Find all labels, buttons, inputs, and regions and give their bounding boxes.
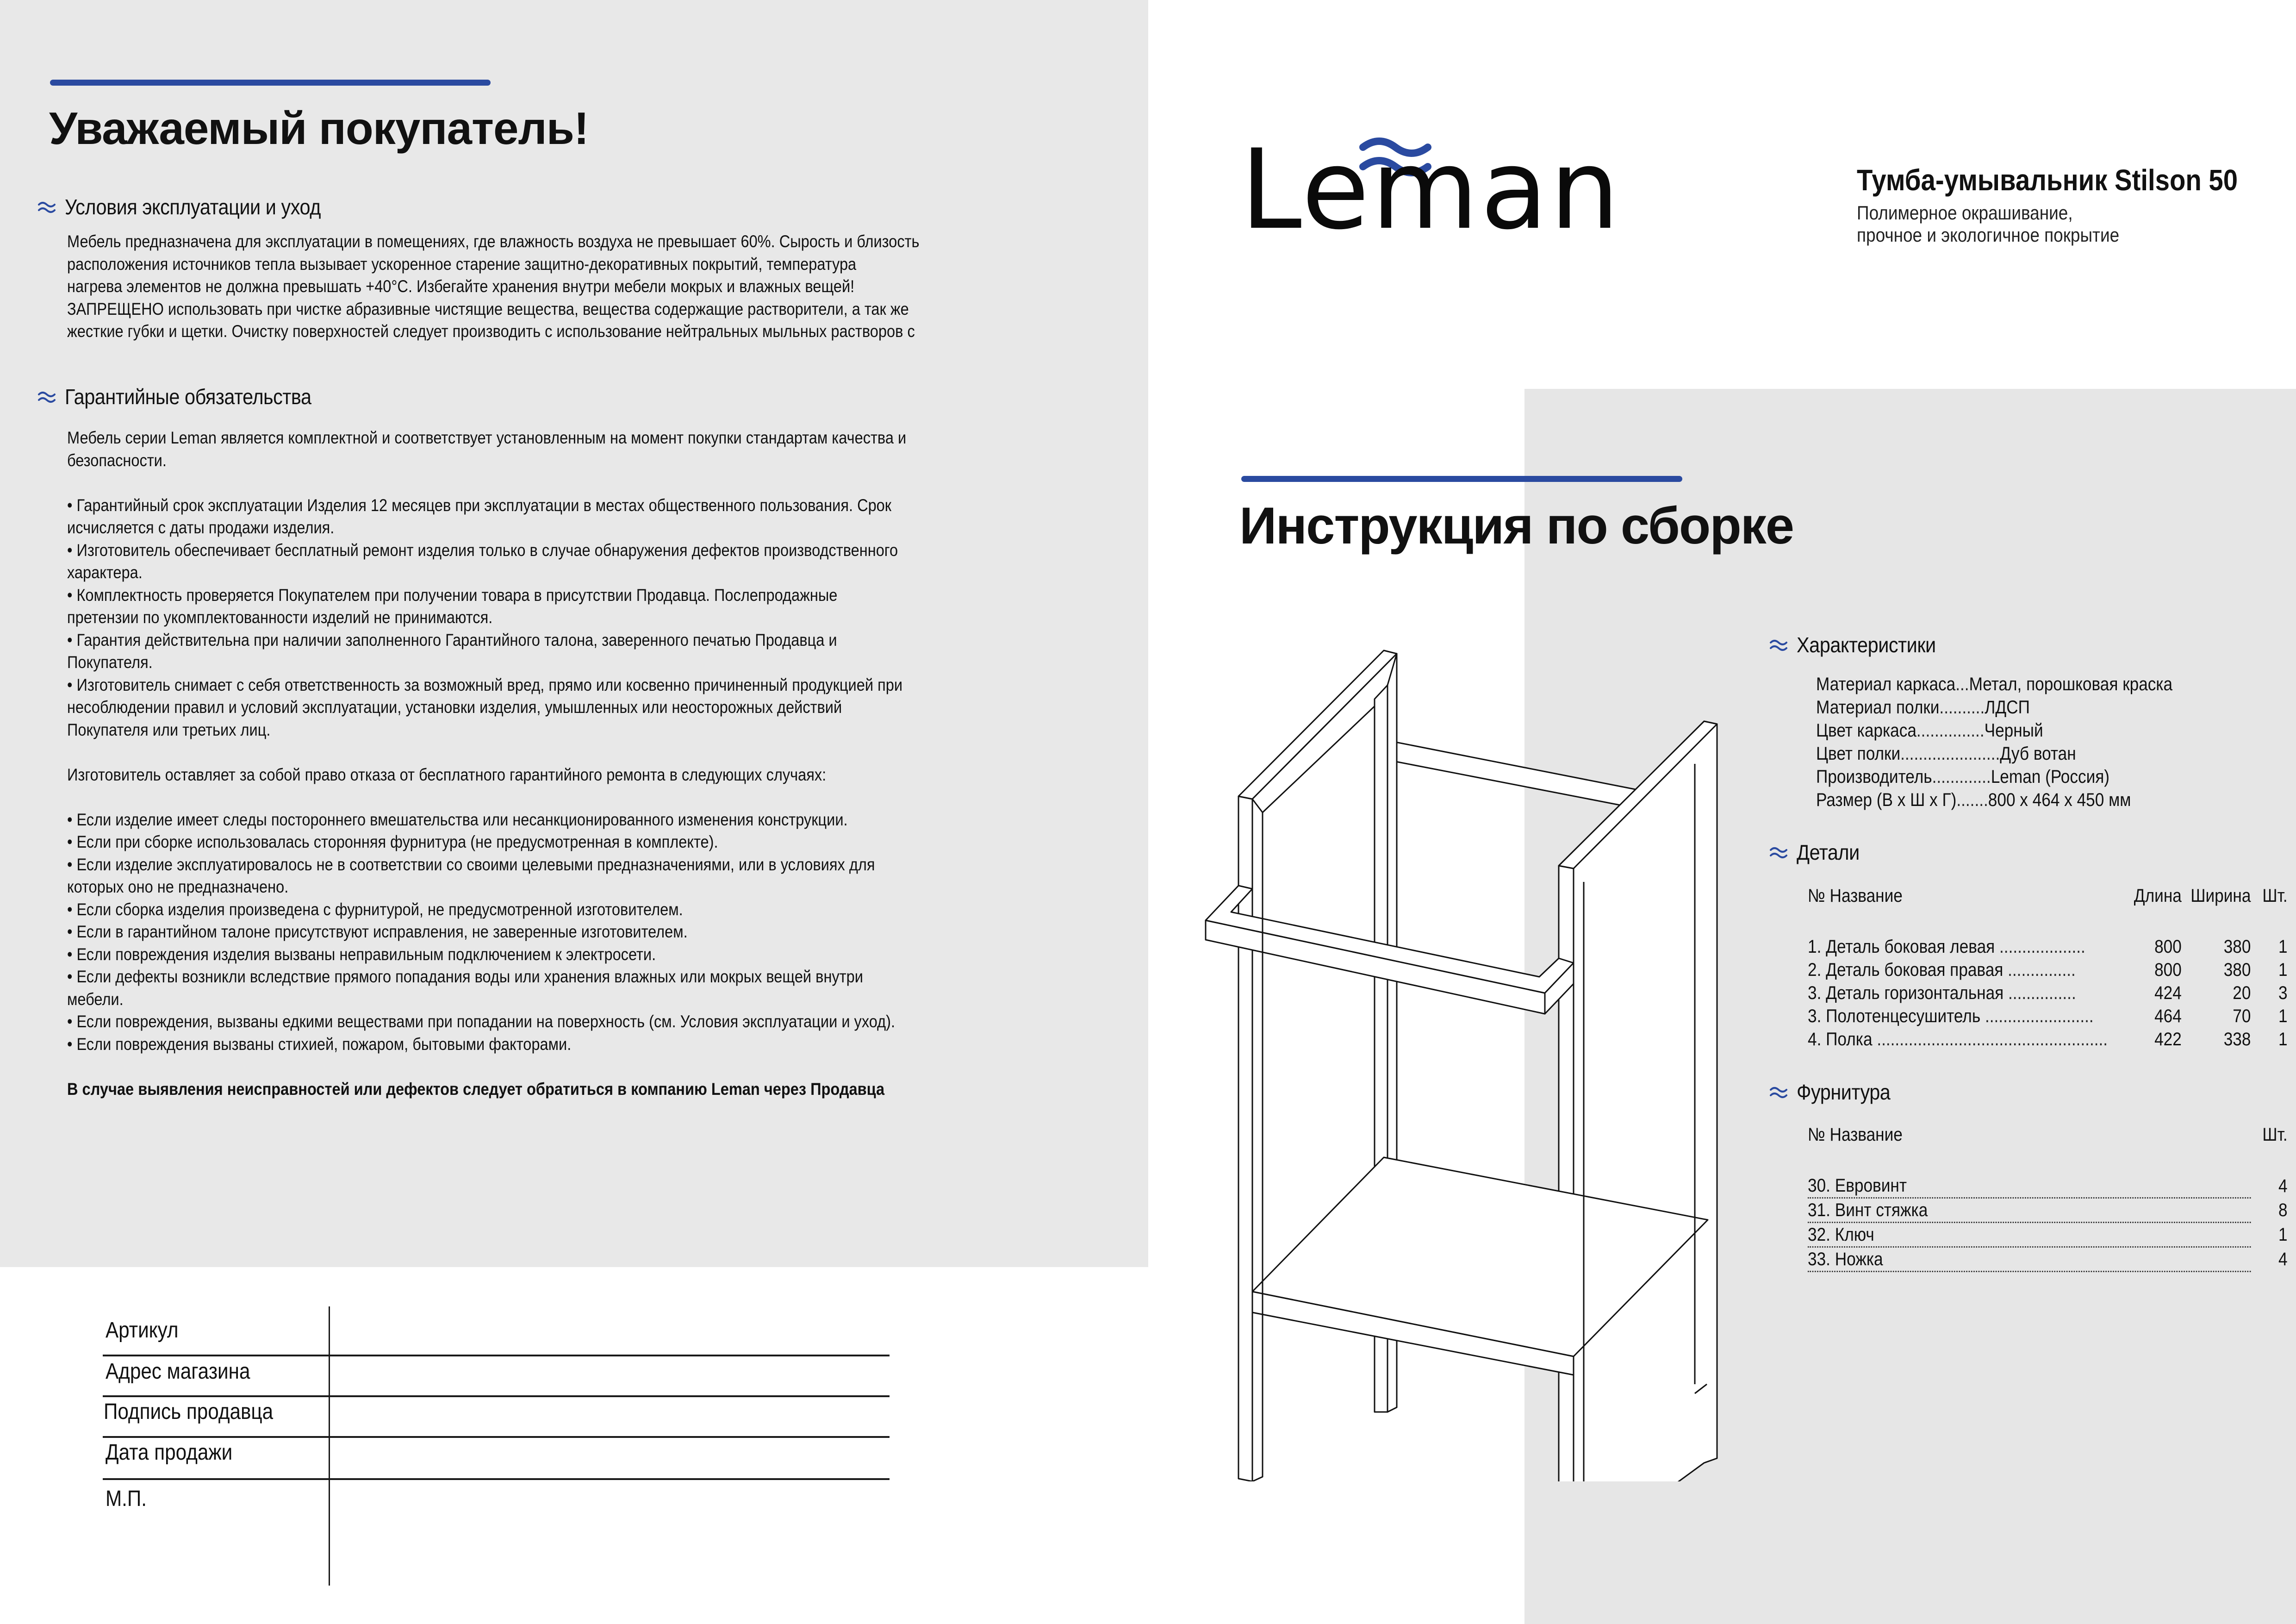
spec-row: Материал каркаса ... Метал, порошковая краска [1816,674,2173,694]
furniture-frame-drawing [1185,625,1740,1481]
text-line: жесткие губки и щетки. Очистку поверхностей следует производить с использование нейтральных мыльных растворов с [67,322,915,341]
table-header [1808,1123,2288,1146]
hardware-table [1808,1123,2288,1272]
section-heading-hardware [1769,1080,1901,1105]
column-header: Шт. [2262,1124,2288,1145]
section-heading-text: Детали [1797,840,1860,864]
column-header: Ширина [2190,886,2251,906]
stamp-field[interactable] [331,1481,889,1583]
bullet-line: • Гарантийный срок эксплуатации Изделия 12 месяцев при эксплуатации в местах общественного пользования. Срок [67,495,892,515]
bullet-line: • Изготовитель обеспечивает бесплатный ремонт изделия только в случае обнаружения дефектов производственного [67,540,898,560]
form-divider [329,1306,330,1586]
text-line: нагрева элементов не должна превышать +40°С. Избегайте хранения внутри мебели мокрых и влажных вещей! [67,277,855,296]
bullet-line: • Изготовитель снимает с себя ответственность за возможный вред, прямо или косвенно причиненный продукцией при [67,675,903,694]
refusal-line: • Если в гарантийном талоне присутствуют исправления, не заверенные изготовителем. [67,922,688,941]
refusal-line: мебели. [67,989,124,1009]
refusal-line: • Если повреждения, вызваны едкими веществами при попадании на поверхность (см. Условия эксплуатации и уход). [67,1012,896,1031]
section-heading-text: Условия эксплуатации и уход [65,195,321,219]
bullet-line: несоблюдении правил и условий эксплуатации, установки изделия, умышленных или неосторожных действий [67,698,842,717]
bullet-line: Покупателя. [67,653,153,672]
table-row: 3. Деталь горизонтальная ............... 424 20 3 [1808,983,2288,1003]
table-header [1808,884,2288,907]
table-row: 1. Деталь боковая левая ................... 800 380 1 [1808,937,2288,957]
refusal-line: • Если повреждения вызваны стихией, пожаром, бытовыми факторами. [67,1034,572,1054]
assembly-title: Инструкция по сборке [1239,497,1794,555]
refusal-line: которых оно не предназначено. [67,877,289,896]
accent-bar [1241,476,1682,482]
bullet-line: • Гарантия действительна при наличии заполненного Гарантийного талона, заверенного печатью Продавца и [67,630,837,650]
characteristics-list [1816,673,2172,812]
bullet-line: претензии по укомплектованности изделий не принимаются. [67,608,493,627]
table-row: 31. Винт стяжка 8 [1808,1198,2288,1223]
spec-row: Цвет каркаса ............... Черный [1816,720,2043,741]
section-heading-characteristics [1769,632,1951,657]
table-row: 2. Деталь боковая правая ............... 800 380 1 [1808,960,2288,980]
section-heading-text: Гарантийные обязательства [65,385,311,409]
text-line: расположения источников тепла вызывает ускоренное старение защитно-декоративных покрытий, температура [67,254,857,274]
page-title: Уважаемый покупатель! [49,103,589,154]
care-text [67,231,920,343]
subtitle-line: прочное и экологичное покрытие [1857,224,2120,246]
refusal-line: • Если повреждения изделия вызваны неправильным подключением к электросети. [67,944,656,964]
bullet-line: • Комплектность проверяется Покупателем при получении товара в присутствии Продавца. Послепродажные [67,585,838,605]
column-header: Длина [2134,886,2182,906]
details-table [1808,884,2288,1051]
table-row: 32. Ключ 1 [1808,1223,2288,1247]
spec-row: Материал полки .......... ЛДСП [1816,697,2030,718]
form-label-seller-signature: Подпись продавца [104,1399,274,1424]
section-heading-text: Фурнитура [1797,1080,1891,1104]
table-row: 4. Полка ................................................... 422 338 1 [1808,1029,2288,1049]
section-heading-text: Характеристики [1797,633,1936,657]
wave-icon [1769,1084,1788,1100]
closing-note: В случае выявления неисправностей или дефектов следует обратиться в компанию Leman через Продавца [67,1079,885,1099]
section-heading-details [1769,840,1867,865]
refusal-line: • Если дефекты возникли вследствие прямого попадания воды или хранения влажных или мокрых вещей внутри [67,967,863,986]
wave-icon [37,389,56,405]
warranty-text [67,427,906,1100]
seller-signature-field[interactable] [331,1398,889,1438]
section-heading-warranty [37,384,339,409]
leman-logo [1240,126,1622,254]
article-field[interactable] [331,1310,889,1355]
text-line: ЗАПРЕЩЕНО использовать при чистке абразивные чистящие вещества, вещества содержащие растворители, а так же [67,299,909,319]
refusal-line: • Если при сборке использовалась сторонняя фурнитура (не предусмотренная в комплекте). [67,832,718,851]
refusal-intro: Изготовитель оставляет за собой право отказа от бесплатного гарантийного ремонта в следующих случаях: [67,765,827,784]
table-row: 30. Евровинт 4 [1808,1174,2288,1198]
form-line [103,1478,890,1480]
form-label-store-address: Адрес магазина [106,1359,250,1384]
accent-bar [50,80,491,86]
product-title: Тумба-умывальник Stilson 50 [1857,163,2238,197]
bullet-line: Покупателя или третьих лиц. [67,720,271,739]
column-header: № Название [1808,1124,1903,1145]
table-row: 33. Ножка 4 [1808,1247,2288,1272]
column-header: № Название [1808,886,1903,906]
form-line [103,1355,890,1356]
form-line [103,1436,890,1438]
form-line [103,1395,890,1397]
wave-icon [37,199,56,215]
spec-row: Производитель ............. Leman (Россия) [1816,767,2110,787]
text-line: Мебель предназначена для эксплуатации в помещениях, где влажность воздуха не превышает 60%. Сырость и близость [67,232,920,251]
bullet-line: характера. [67,563,143,582]
form-label-sale-date: Дата продажи [106,1440,233,1465]
column-header: Шт. [2262,886,2288,906]
refusal-line: • Если сборка изделия произведена с фурнитурой, не предусмотренной изготовителем. [67,899,683,919]
form-label-stamp: М.П. [106,1487,147,1511]
form-label-article: Артикул [106,1318,179,1343]
subtitle-line: Полимерное окрашивание, [1857,202,2073,224]
sale-date-field[interactable] [331,1439,889,1479]
section-heading-care [37,194,349,219]
spec-row: Размер (В х Ш х Г) ....... 800 х 464 х 450 мм [1816,790,2131,810]
spec-row: Цвет полки ...................... Дуб вотан [1816,743,2076,764]
wave-icon [1769,844,1788,860]
text-line: Мебель серии Leman является комплектной и соответствует установленным на момент покупки стандартам качества и [67,428,907,447]
refusal-line: • Если изделие эксплуатировалось не в соответствии со своими целевыми предназначениями, или в условиях для [67,855,875,874]
logo-wordmark: Leman [1240,126,1622,254]
bullet-line: исчисляется с даты продажи изделия. [67,518,335,537]
wave-icon [1769,637,1788,653]
text-line: безопасности. [67,450,167,470]
product-subtitle [1857,202,2119,246]
refusal-line: • Если изделие имеет следы постороннего вмешательства или несанкционированного изменения конструкции. [67,810,848,829]
table-row: 3. Полотенцесушитель ........................ 464 70 1 [1808,1006,2288,1026]
